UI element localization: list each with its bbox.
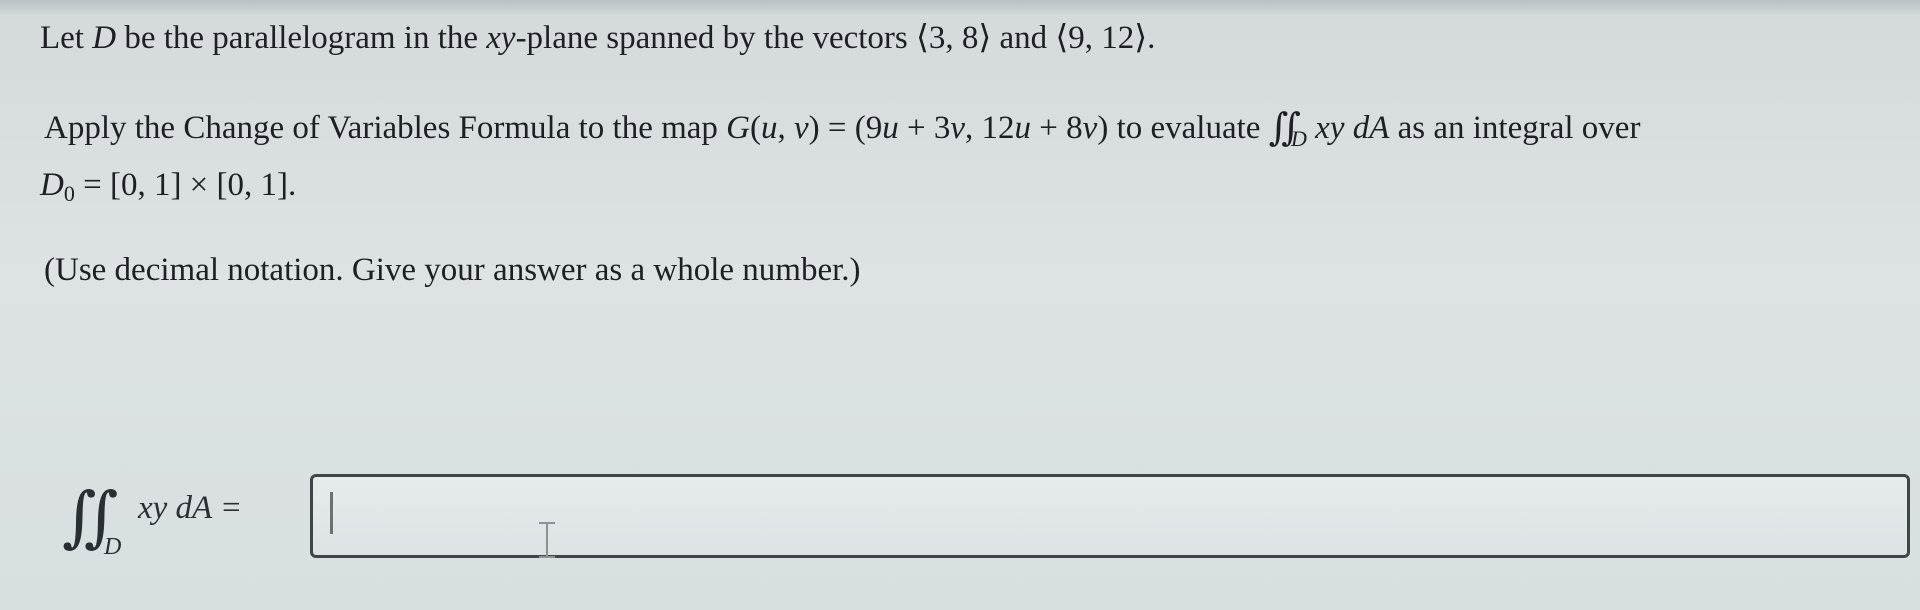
text-caret [330,492,333,534]
integrand-expression: xy dA = [138,490,243,526]
problem-statement-line-3: D0 = [0, 1] × [0, 1]. [40,167,297,206]
i-beam-cursor-icon [536,522,558,558]
region-d: D [92,20,117,56]
double-integral-symbol-large: ∬ [62,481,97,554]
double-integral-symbol: ∬ [1268,107,1292,149]
problem-statement-line-1: Let D be the parallelogram in the xy-plane spanned by the vectors ⟨3, 8⟩ and ⟨9, 12⟩. [40,20,1156,56]
answer-instruction: (Use decimal notation. Give your answer as a whole number.) [44,252,861,288]
integral-region-label: D [104,534,122,560]
xy-symbol: xy [486,20,516,56]
answer-label [62,478,292,558]
top-edge [0,0,1920,14]
problem-statement-line-2: Apply the Change of Variables Formula to the map G(u, v) = (9u + 3v, 12u + 8v) to evaluate $∬_D$ xy dA as an integral over [44,107,1641,151]
